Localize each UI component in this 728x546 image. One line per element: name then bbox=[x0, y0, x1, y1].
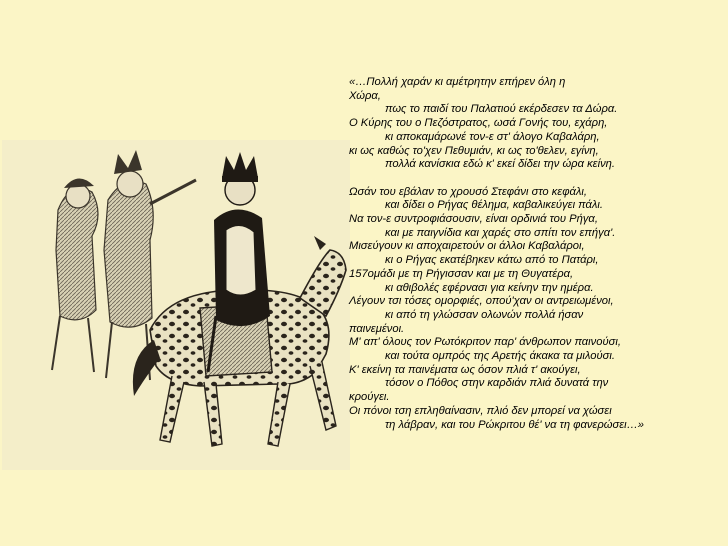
poem-line: τη λάβραν, και του Ρώκριτου θέ' να τη φανερώσει…» bbox=[385, 418, 645, 431]
poem-line: πως το παιδί του Παλατιού εκέρδεσεν τα Δώρα. bbox=[385, 103, 618, 116]
poem-line: και με παιγνίδια και χαρές στο σπίτι τον επήγα'. bbox=[385, 226, 616, 239]
illustration-rider-engraving bbox=[0, 140, 352, 470]
poem-line: Κ' εκείνη τα παινέματα ως όσον πλιά τ' ακούγει, bbox=[349, 363, 581, 376]
poem-line: και τούτα ομπρός της Αρετής άκακα τα μιλούσι. bbox=[385, 350, 615, 363]
poem-line: Να τον-ε συντροφιάσουσιν, είναι ορδινιά του Ρήγα, bbox=[349, 213, 598, 226]
poem-line: κι από τη γλώσσαν ολωνών πολλά ήσαν bbox=[385, 308, 584, 321]
poem-line: κι αποκαμάρωνέ τον-ε στ' άλογο Καβαλάρη, bbox=[385, 130, 600, 143]
poem-line: κι ως καθώς το'χεν Πεθυμιάν, κι ως το'θελεν, εγίνη, bbox=[349, 144, 599, 157]
poem-line: πολλά κανίσκια εδώ κ' εκεί δίδει την ώρα κείνη. bbox=[385, 158, 615, 171]
poem-line: Χώρα, bbox=[349, 89, 381, 102]
poem-line: τόσον ο Πόθος στην καρδιάν πλιά δυνατά την bbox=[385, 377, 609, 390]
poem-line: «…Πολλή χαράν κι αμέτρητην επήρεν όλη η bbox=[349, 76, 566, 88]
poem-line: Οι πόνοι τση επληθαίνασιν, πλιό δεν μπορεί να χώσει bbox=[349, 404, 612, 417]
poem-line: Ωσάν του εβάλαν το χρουσό Στεφάνι στο κεφάλι, bbox=[349, 185, 587, 198]
poem-line: Μισεύγουν κι αποχαιρετούν οι άλλοι Καβαλάροι, bbox=[349, 240, 585, 253]
poem-line: 157ομάδι με τη Ρήγισσαν και με τη Θυγατέρα, bbox=[349, 267, 574, 280]
poem-line: Μ' απ' όλους τον Ρωτόκριτον παρ' άνθρωπον παινούσι, bbox=[349, 336, 621, 349]
poem-line: Λέγουν τσι τόσες ομορφιές, οπού'χαν οι αντρειωμένοι, bbox=[349, 295, 614, 308]
poem-line: παινεμένοι. bbox=[349, 322, 405, 335]
poem-text-block bbox=[349, 76, 724, 432]
poem-line: και δίδει ο Ρήγας θέλημα, καβαλικεύγει πάλι. bbox=[385, 199, 603, 212]
poem-line: Ο Κύρης του ο Πεζόστρατος, ωσά Γονής του, εχάρη, bbox=[349, 117, 608, 130]
poem-line: κρούγει. bbox=[349, 391, 390, 404]
poem-line: κι ο Ρήγας εκατέβηκεν κάτω από το Πατάρι, bbox=[385, 254, 599, 267]
poem-line: κι αθιβολές εφέρνασι για κείνην την ημέρα. bbox=[385, 281, 594, 294]
stanza-spacer bbox=[349, 172, 724, 186]
